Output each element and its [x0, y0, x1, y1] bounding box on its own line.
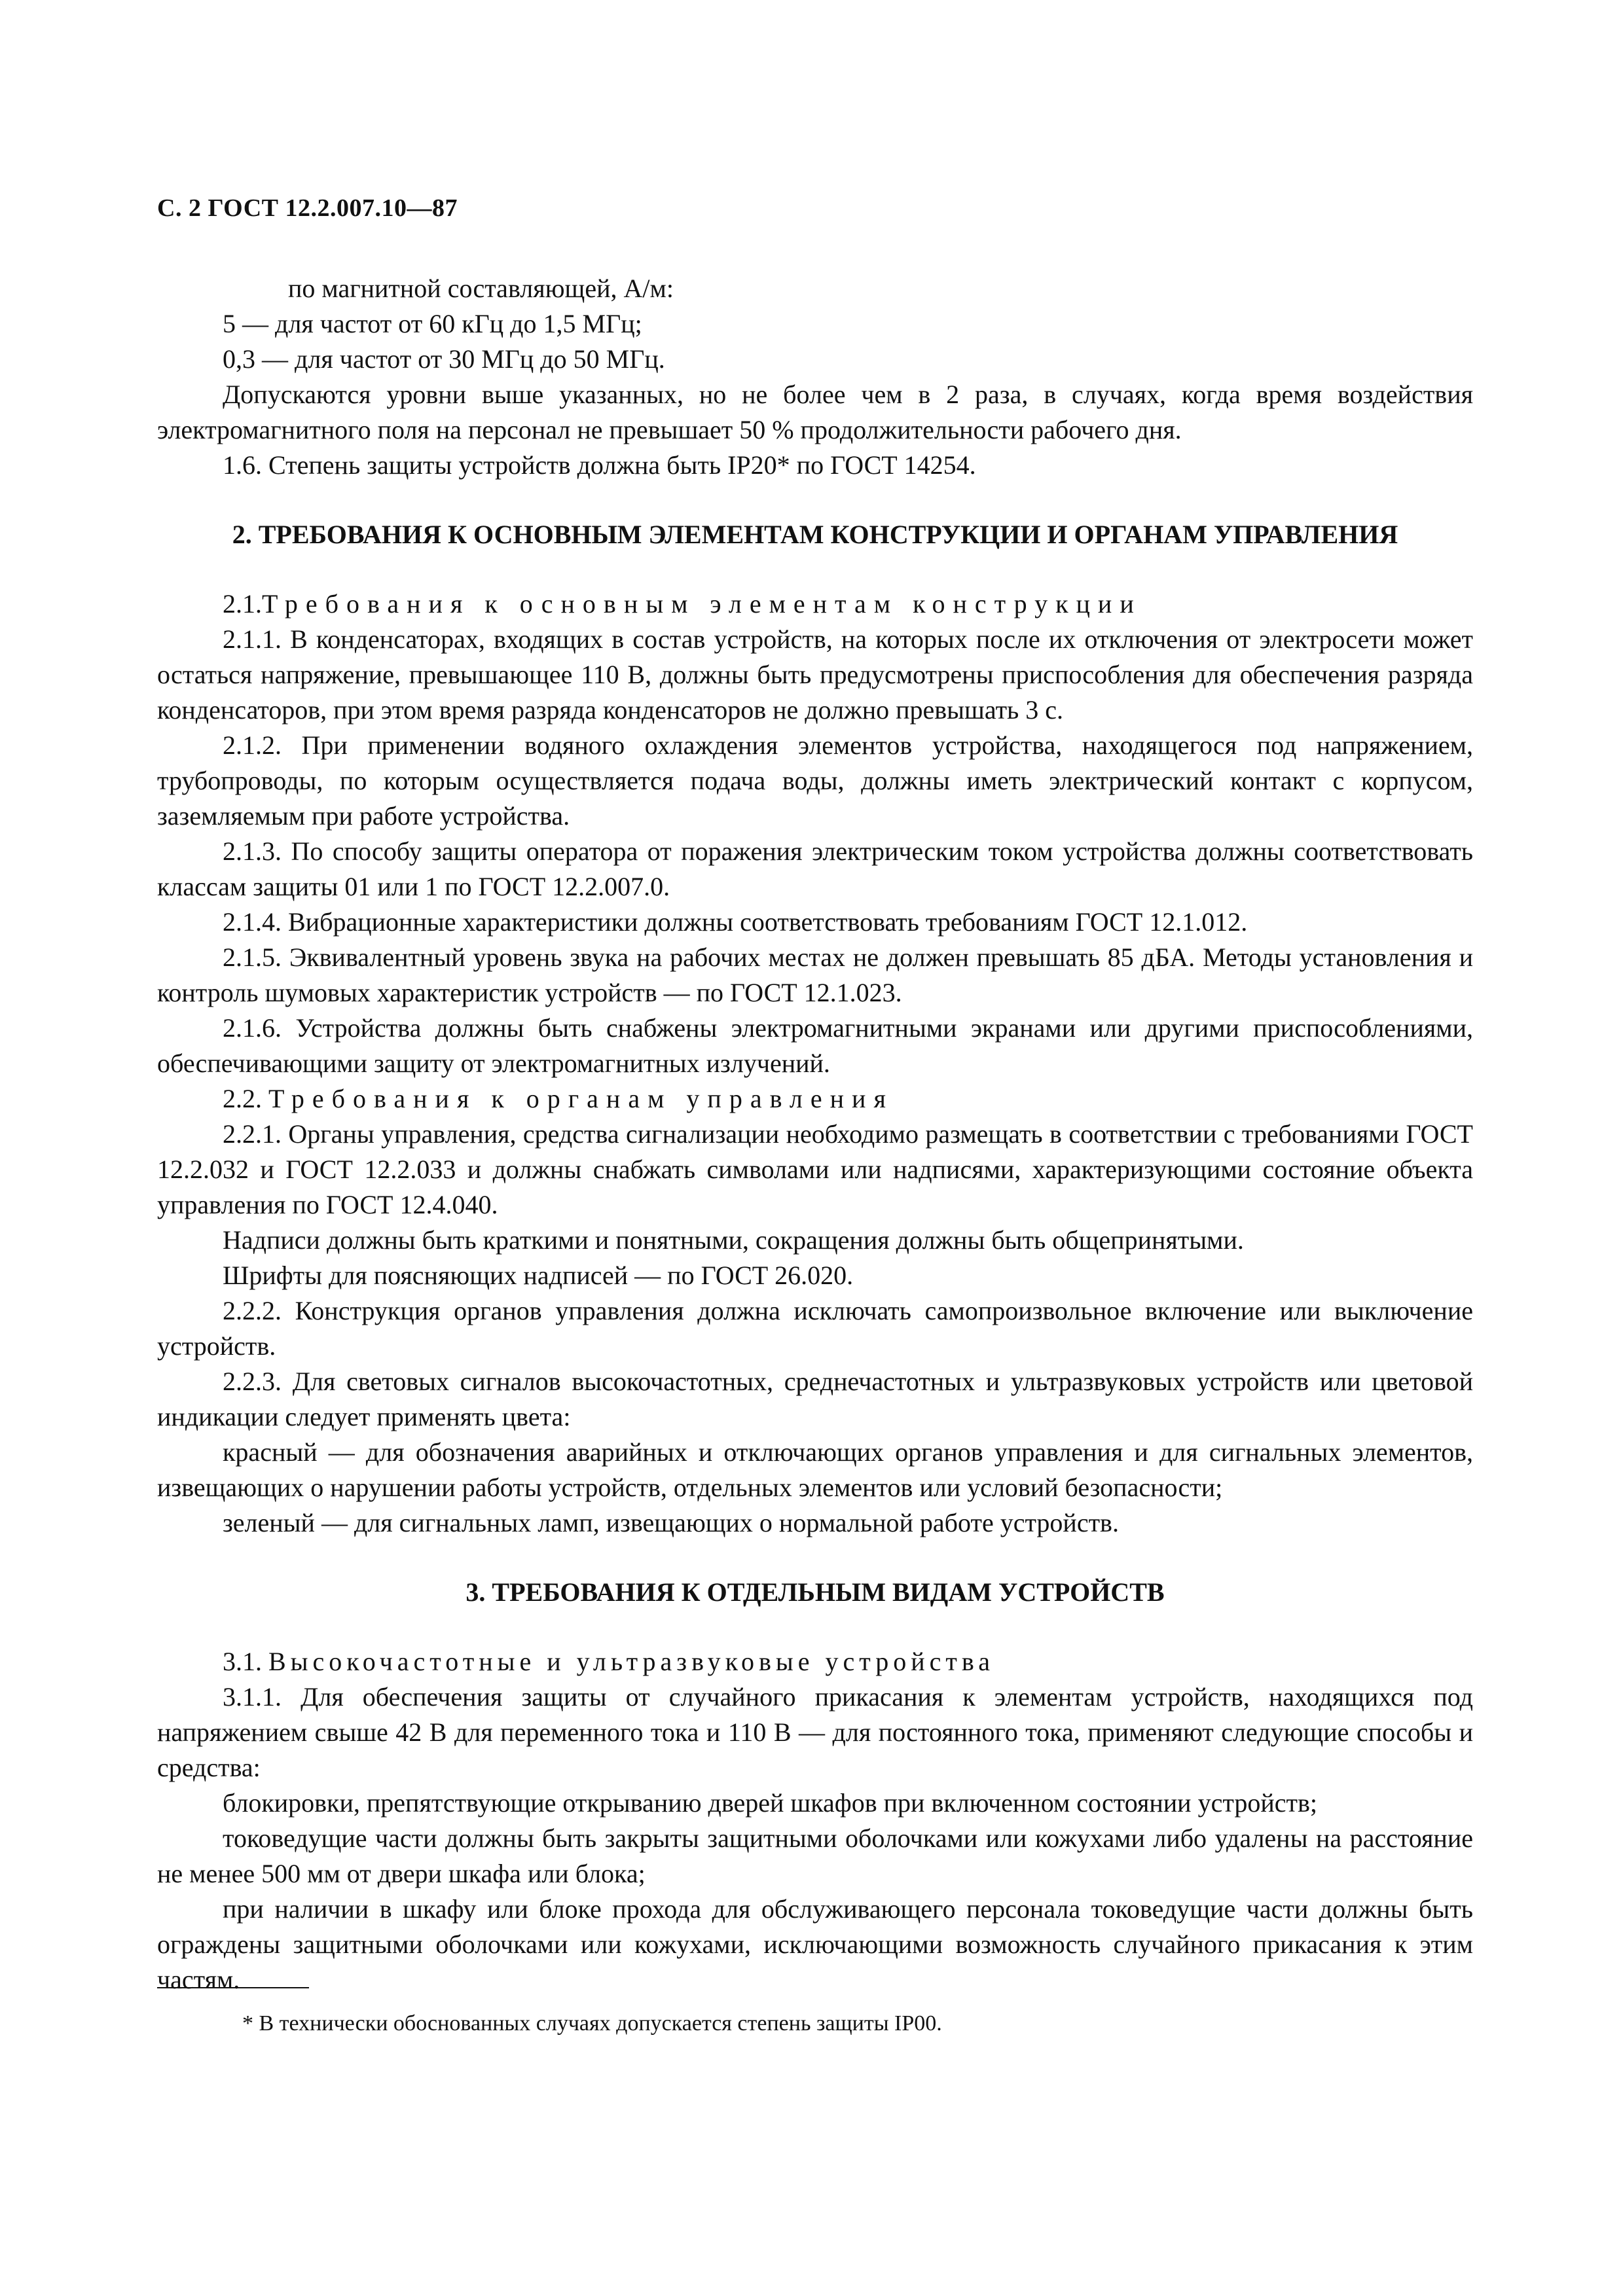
paragraph-2-1-6: 2.1.6. Устройства должны быть снабжены электромагнитными экранами или другими приспособлениями, обеспечивающими защиту от электромагнитных излучений.: [157, 1013, 1473, 1078]
paragraph-2-1-5: 2.1.5. Эквивалентный уровень звука на рабочих местах не должен превышать 85 дБА. Методы установления и контроль шумовых характеристик устройств — по ГОСТ 12.1.023.: [157, 942, 1473, 1007]
paragraph-green: зеленый — для сигнальных ламп, извещающих о нормальной работе устройств.: [223, 1508, 1119, 1537]
paragraph-2-1-1: 2.1.1. В конденсаторах, входящих в состав устройств, на которых после их отключения от электросети может остаться напряжение, превышающее 110 В, должны быть предусмотрены приспособления для обеспечения разряда конденсаторов, при этом время разряда конденсаторов не должно превышать 3 с.: [157, 624, 1473, 725]
paragraph-fonts: Шрифты для поясняющих надписей — по ГОСТ 26.020.: [223, 1261, 854, 1290]
section-3-heading: 3. ТРЕБОВАНИЯ К ОТДЕЛЬНЫМ ВИДАМ УСТРОЙСТВ: [465, 1577, 1165, 1607]
running-header: С. 2 ГОСТ 12.2.007.10—87: [157, 194, 458, 222]
paragraph-inscriptions: Надписи должны быть краткими и понятными, сокращения должны быть общепринятыми.: [223, 1225, 1244, 1255]
subsection-3-1-heading: [157, 1644, 1473, 1679]
paragraph-blocking: блокировки, препятствующие открыванию дверей шкафов при включенном состоянии устройств;: [223, 1788, 1317, 1818]
paragraph-2-2-2: 2.2.2. Конструкция органов управления должна исключать самопроизвольное включение или выключение устройств.: [157, 1296, 1473, 1361]
subsection-3-1-title: Высокочастотные и ультразвуковые устройства: [268, 1647, 995, 1676]
paragraph-1-6: 1.6. Степень защиты устройств должна быть IP20* по ГОСТ 14254.: [223, 450, 976, 480]
paragraph-3-1-1: 3.1.1. Для обеспечения защиты от случайного прикасания к элементам устройств, находящихся под напряжением свыше 42 В для переменного тока и 110 В — для постоянного тока, применяют следующие способы и средства:: [157, 1682, 1473, 1782]
intro-line-0-3: 0,3 — для частот от 30 МГц до 50 МГц.: [223, 344, 665, 374]
paragraph-2-1-3: 2.1.3. По способу защиты оператора от поражения электрическим током устройства должны соответствовать классам защиты 01 или 1 по ГОСТ 12.2.007.0.: [157, 836, 1473, 901]
paragraph-2-1-4: 2.1.4. Вибрационные характеристики должны соответствовать требованиям ГОСТ 12.1.012.: [223, 907, 1248, 937]
subsection-2-1-title: Требования к основным элементам конструкции: [262, 589, 1142, 619]
section-2-heading: 2. ТРЕБОВАНИЯ К ОСНОВНЫМ ЭЛЕМЕНТАМ КОНСТРУКЦИИ И ОРГАНАМ УПРАВЛЕНИЯ: [232, 520, 1398, 549]
subsection-2-2-title: Требования к органам управления: [268, 1084, 894, 1113]
paragraph-2-2-1: 2.2.1. Органы управления, средства сигнализации необходимо размещать в соответствии с требованиями ГОСТ 12.2.032 и ГОСТ 12.2.033 и должны снабжать символами или надписями, характеризующими состояние объекта управления по ГОСТ 12.4.040.: [157, 1119, 1473, 1219]
body-text: [157, 271, 1473, 1998]
subsection-2-1-number: 2.1.: [223, 589, 262, 619]
paragraph-2-1-2: 2.1.2. При применении водяного охлаждения элементов устройства, находящегося под напряжением, трубопроводы, по которым осуществляется подача воды, должны иметь электрический контакт с корпусом, заземляемым при работе устройства.: [157, 730, 1473, 831]
intro-line-5: 5 — для частот от 60 кГц до 1,5 МГц;: [223, 309, 642, 338]
paragraph-live-parts: токоведущие части должны быть закрыты защитными оболочками или кожухами либо удалены на расстояние не менее 500 мм от двери шкафа или блока;: [157, 1823, 1473, 1888]
paragraph-passage: при наличии в шкафу или блоке прохода для обслуживающего персонала токоведущие части должны быть ограждены защитными оболочками или кожухами, исключающими возможность случайного прикасания к этим частям.: [157, 1894, 1473, 1994]
footnote-divider: [157, 1987, 309, 1988]
paragraph-red: красный — для обозначения аварийных и отключающих органов управления и для сигнальных элементов, извещающих о нарушении работы устройств, отдельных элементов или условий безопасности;: [157, 1437, 1473, 1502]
subsection-2-2-number: 2.2.: [223, 1084, 262, 1113]
subsection-2-2-heading: [157, 1081, 1473, 1117]
subsection-2-1-heading: [157, 586, 1473, 622]
subsection-3-1-number: 3.1.: [223, 1647, 262, 1676]
footnote: * В технически обоснованных случаях допускается степень защиты IP00.: [242, 2011, 942, 2036]
paragraph-levels: Допускаются уровни выше указанных, но не более чем в 2 раза, в случаях, когда время воздействия электромагнитного поля на персонал не превышает 50 % продолжительности рабочего дня.: [157, 380, 1473, 444]
intro-line-magnetic: по магнитной составляющей, А/м:: [288, 274, 674, 303]
paragraph-2-2-3: 2.2.3. Для световых сигналов высокочастотных, среднечастотных и ультразвуковых устройств или цветовой индикации следует применять цвета:: [157, 1367, 1473, 1431]
